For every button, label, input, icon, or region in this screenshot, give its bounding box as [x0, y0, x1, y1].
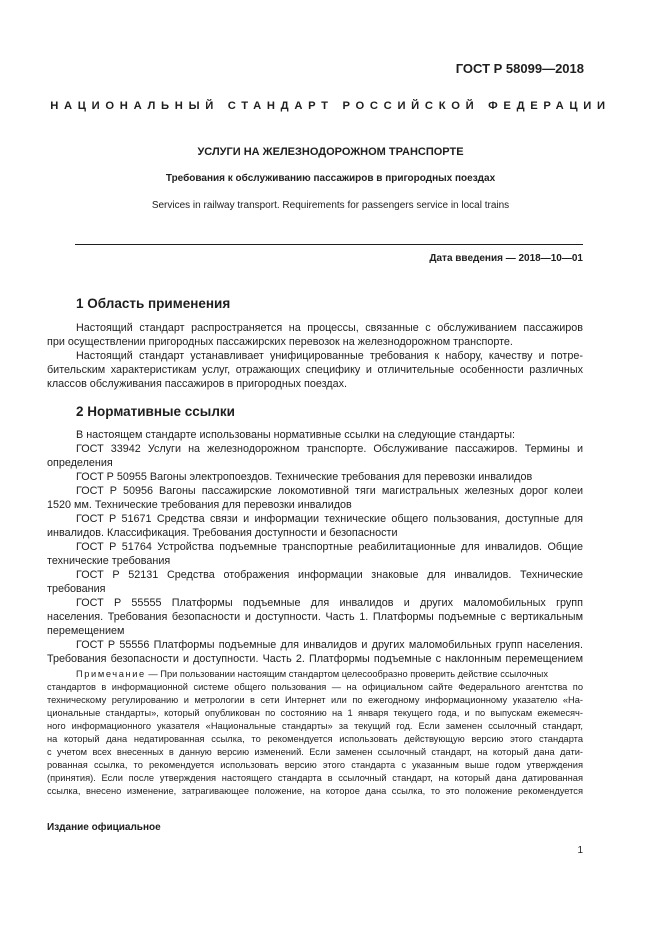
- document-title: УСЛУГИ НА ЖЕЛЕЗНОДОРОЖНОМ ТРАНСПОРТЕ: [197, 146, 464, 158]
- introduction-date: Дата введения — 2018—10—01: [429, 253, 583, 264]
- note-line: (принятия). Если после утверждения настоящего стандарта в ссылочный стандарт, на который дана датированная: [47, 773, 583, 783]
- national-standard-heading: НАЦИОНАЛЬНЫЙ СТАНДАРТ РОССИЙСКОЙ ФЕДЕРАЦИИ: [50, 100, 611, 112]
- reference-line: ГОСТ Р 52131 Средства отображения информации знаковые для инвалидов. Технические: [76, 569, 583, 581]
- section-1-heading: 1 Область применения: [76, 296, 231, 311]
- reference-line: 1520 мм. Технические требования для перевозки инвалидов: [47, 499, 352, 511]
- note-first-line: [76, 668, 583, 681]
- standard-id: ГОСТ Р 58099—2018: [455, 61, 584, 76]
- reference-line: ГОСТ Р 55555 Платформы подъемные для инвалидов и других маломобильных групп: [76, 597, 583, 609]
- note-line: рованная ссылка, то рекомендуется использовать версию этого стандарта с указанным выше годом утверждения: [47, 760, 583, 770]
- document-subtitle: Требования к обслуживанию пассажиров в пригородных поездах: [165, 173, 496, 184]
- text-line: Настоящий стандарт распространяется на процессы, связанные с обслуживанием пассажиров: [76, 322, 583, 334]
- page-number: 1: [577, 845, 583, 856]
- document-title-english: Services in railway transport. Requirements for passengers service in local trains: [151, 200, 510, 211]
- text-line: при осуществлении пригородных пассажирских перевозок на железнодорожном транспорте.: [47, 336, 513, 348]
- reference-line: перемещением: [47, 625, 125, 637]
- reference-line: Требования безопасности и доступности. Часть 2. Платформы подъемные с наклонным перемещением: [47, 653, 583, 665]
- note-label: Примечание: [76, 669, 146, 679]
- reference-line: ГОСТ Р 51764 Устройства подъемные транспортные реабилитационные для инвалидов. Общие: [76, 541, 583, 553]
- note-line: циональные стандарты», который опубликован по состоянию на 1 января текущего года, и по выпускам ежемесяч-: [47, 708, 583, 718]
- text-line: В настоящем стандарте использованы нормативные ссылки на следующие стандарты:: [76, 429, 515, 441]
- text-line: классов обслуживания пассажиров в пригородных поездах.: [47, 378, 348, 390]
- reference-line: технические требования: [47, 555, 171, 567]
- reference-line: ГОСТ Р 55556 Платформы подъемные для инвалидов и других маломобильных групп населения.: [76, 639, 583, 651]
- note-line: ссылка, внесено изменение, затрагивающее положение, на которое дана ссылка, то это положение рекомендуется: [47, 786, 583, 796]
- reference-line: ГОСТ Р 50956 Вагоны пассажирские локомотивной тяги магистральных железных дорог колеи: [76, 485, 583, 497]
- reference-line: инвалидов. Классификация. Требования доступности и безопасности: [47, 527, 398, 539]
- official-edition-label: Издание официальное: [47, 822, 161, 833]
- reference-line: ГОСТ Р 51671 Средства связи и информации технические общего пользования, доступные для: [76, 513, 583, 525]
- note-line: ного информационного указателя «Национальные стандарты» за текущий год. Если заменен ссылочный стандарт,: [47, 721, 583, 731]
- note-text: — При пользовании настоящим стандартом целесообразно проверить действие ссылочных: [148, 669, 548, 679]
- reference-line: ГОСТ 33942 Услуги на железнодорожном транспорте. Обслуживание пассажиров. Термины и: [76, 443, 583, 455]
- text-line: Настоящий стандарт устанавливает унифицированные требования к набору, качеству и потре-: [76, 350, 583, 362]
- note-line: техническому регулированию и метрологии в сети Интернет или по ежегодному информационному указателю «На-: [47, 695, 583, 705]
- text-line: бительским характеристикам услуг, отражающих специфику и отличительные особенности различных: [47, 364, 583, 376]
- reference-line: ГОСТ Р 50955 Вагоны электропоездов. Технические требования для перевозки инвалидов: [76, 471, 533, 483]
- section-2-heading: 2 Нормативные ссылки: [76, 404, 235, 419]
- title-divider: [75, 244, 583, 245]
- reference-line: населения. Требования безопасности и доступности. Часть 1. Платформы подъемные с вертикальным: [47, 611, 583, 623]
- reference-line: требования: [47, 583, 106, 595]
- note-line: стандартов в информационной системе общего пользования — на официальном сайте Федерального агентства по: [47, 682, 583, 692]
- note-line: на который дана недатированная ссылка, то рекомендуется использовать действующую версию этого стандарта: [47, 734, 583, 744]
- reference-line: определения: [47, 457, 113, 469]
- note-line: с учетом всех внесенных в данную версию изменений. Если заменен ссылочный стандарт, на который дана дати-: [47, 747, 583, 757]
